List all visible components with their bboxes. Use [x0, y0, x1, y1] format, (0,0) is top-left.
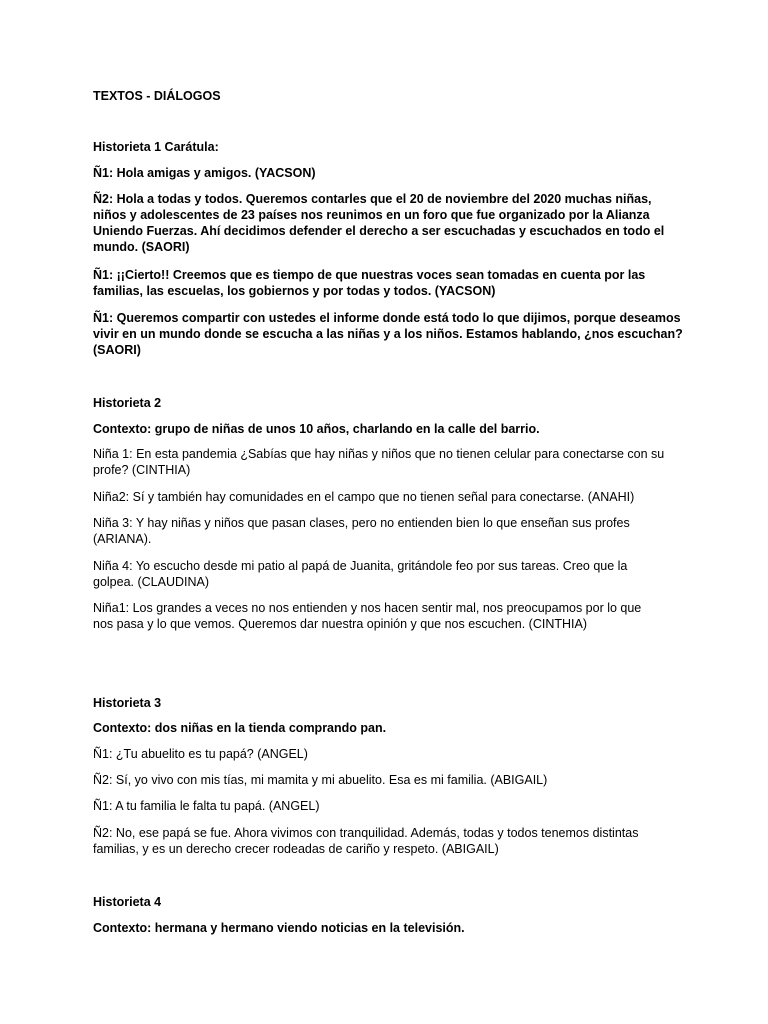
- historieta-1-heading: Historieta 1 Carátula:: [93, 140, 219, 154]
- dialogue-line: Ñ1: ¿Tu abuelito es tu papá? (ANGEL): [93, 747, 308, 761]
- dialogue-line: Ñ1: ¡¡Cierto!! Creemos que es tiempo de que nuestras voces sean tomadas en cuenta por las familias, las escuelas, los gobiernos y por todas y todos. (YACSON): [93, 268, 646, 298]
- document-title: TEXTOS - DIÁLOGOS: [93, 89, 221, 103]
- dialogue-line: Ñ1: A tu familia le falta tu papá. (ANGEL): [93, 799, 320, 813]
- context-line: Contexto: hermana y hermano viendo noticias en la televisión.: [93, 921, 465, 935]
- historieta-3-heading: Historieta 3: [93, 696, 162, 710]
- dialogue-line: Ñ2: Hola a todas y todos. Queremos contarles que el 20 de noviembre del 2020 muchas niñas, niños y adolescentes de 23 países nos reunimos en un foro que fue organizado por la Alianza Uniendo Fuerzas. Ahí decidimos defender el derecho a ser escuchadas y escuchados en todo el mundo. (SAORI): [93, 192, 665, 254]
- historieta-4-heading: Historieta 4: [93, 895, 162, 909]
- dialogue-line: Niña1: Los grandes a veces no nos entienden y nos hacen sentir mal, nos preocupamos por lo que nos pasa y lo que vemos. Queremos dar nuestra opinión y que nos escuchen. (CINTHIA): [93, 601, 642, 631]
- dialogue-line: Ñ1: Queremos compartir con ustedes el informe donde está todo lo que dijimos, porque deseamos vivir en un mundo donde se escucha a las niñas y a los niños. Estamos hablando, ¿nos escuchan? (SAORI): [93, 311, 683, 357]
- dialogue-line: Ñ1: Hola amigas y amigos. (YACSON): [93, 166, 316, 180]
- dialogue-line: Niña 4: Yo escucho desde mi patio al papá de Juanita, gritándole feo por sus tareas. Creo que la golpea. (CLAUDINA): [93, 559, 628, 589]
- dialogue-line: Ñ2: No, ese papá se fue. Ahora vivimos con tranquilidad. Además, todas y todos tenemos distintas familias, y es un derecho crecer rodeadas de cariño y respeto. (ABIGAIL): [93, 826, 639, 856]
- dialogue-line: Niña 3: Y hay niñas y niños que pasan clases, pero no entienden bien lo que enseñan sus profes (ARIANA).: [93, 516, 630, 546]
- historieta-2-heading: Historieta 2: [93, 396, 162, 410]
- context-line: Contexto: dos niñas en la tienda comprando pan.: [93, 721, 387, 735]
- dialogue-line: Niña2: Sí y también hay comunidades en el campo que no tienen señal para conectarse. (ANAHI): [93, 490, 635, 504]
- dialogue-line: Niña 1: En esta pandemia ¿Sabías que hay niñas y niños que no tienen celular para conectarse con su profe? (CINTHIA): [93, 447, 665, 477]
- context-line: Contexto: grupo de niñas de unos 10 años, charlando en la calle del barrio.: [93, 422, 540, 436]
- dialogue-line: Ñ2: Sí, yo vivo con mis tías, mi mamita y mi abuelito. Esa es mi familia. (ABIGAIL): [93, 773, 548, 787]
